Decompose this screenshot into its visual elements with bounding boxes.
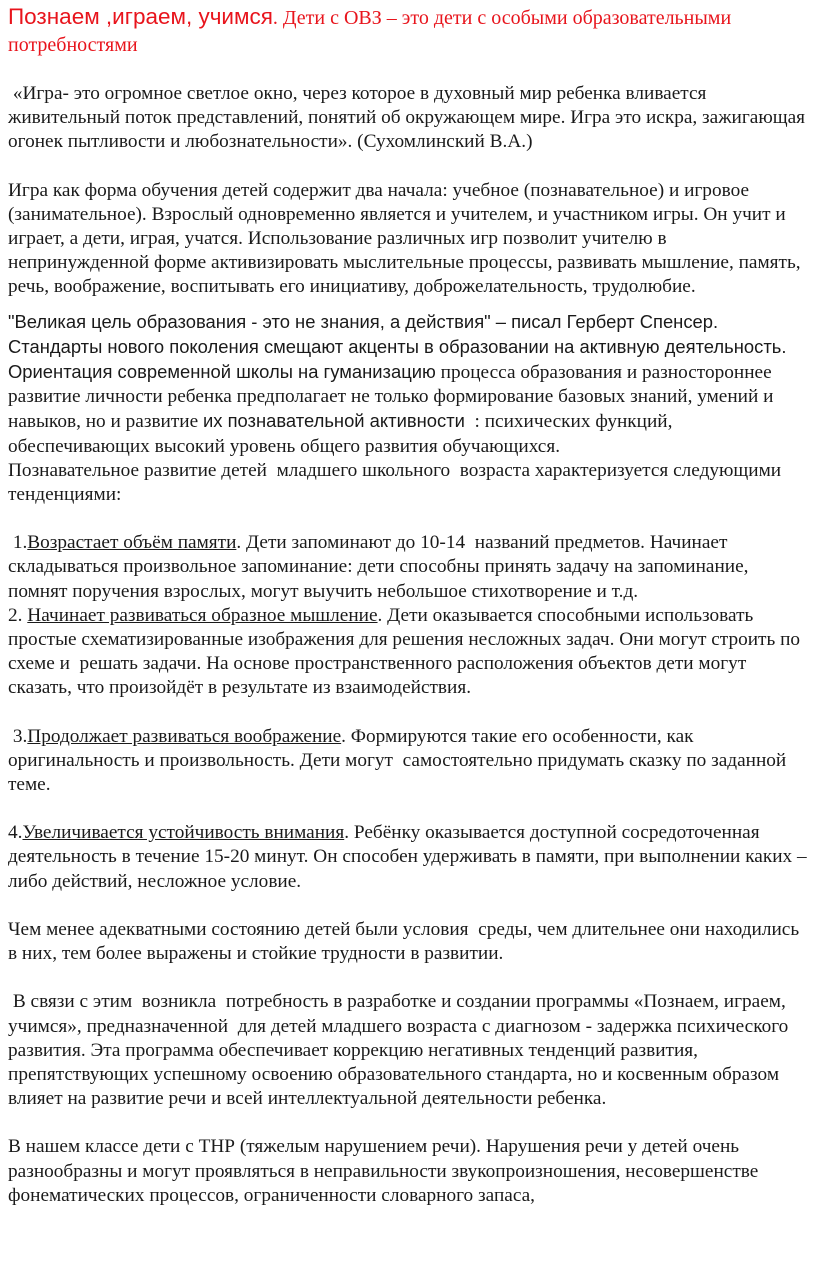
title-subtitle: . Дети с ОВЗ – это дети с особыми образовательными потребностями bbox=[8, 7, 732, 56]
epigraph: «Игра- это огромное светлое окно, через которое в духовный мир ребенка вливается живительный поток представлений, понятий об окружающем мире. Игра это искра, зажигающая огонек пытливости и любознательности». (Сухомлинский В.А.) bbox=[8, 83, 810, 153]
paragraph-education-goal bbox=[8, 310, 808, 459]
list-item-text: . Формируются такие его особенности, как оригинальность и произвольность. Дети могут самостоятельно придумать сказку по заданной теме. bbox=[8, 725, 792, 796]
cognitive-activity-phrase: их познавательной активности bbox=[203, 410, 465, 432]
title-main: Познаем ,играем, учимся bbox=[8, 4, 273, 29]
paragraph-program: В связи с этим возникла потребность в разработке и создании программы «Познаем, играем, учимся», предназначенной для детей младшего возраста с диагнозом - задержка психического развития. Эта программа обеспечивает коррекцию негативных тенденций развития, препятствующих успешному освоению образовательного стандарта, но и косвенным образом влияет на развитие речи и всей интеллектуальной деятельности ребенка. bbox=[8, 991, 794, 1110]
list-item-number: 3. bbox=[8, 725, 28, 747]
list-item bbox=[8, 531, 808, 604]
list-item-heading: Продолжает развиваться воображение bbox=[27, 725, 342, 747]
page-title bbox=[8, 4, 808, 58]
list-item-heading: Возрастает объём памяти bbox=[27, 532, 237, 554]
list-item-number: 4. bbox=[8, 822, 23, 844]
list-item-text: . Ребёнку оказывается доступной сосредоточенная деятельность в течение 15-20 минут. Он способен удерживать в памяти, при выполнении каких – либо действий, несложное условие. bbox=[8, 822, 812, 892]
paragraph-text: : психических функций, обеспечивающих высокий уровень общего развития обучающихся. bbox=[8, 411, 678, 457]
list-item-number: 2. bbox=[8, 604, 28, 626]
list-item-text: . Дети оказывается способными использовать простые схематизированные изображения для решения несложных задач. Они могут строить по схеме и решать задачи. На основе пространственного расположения объектов дети могут сказать, что произойдёт в результате из взаимодействия. bbox=[8, 604, 805, 699]
list-item-number: 1. bbox=[8, 532, 28, 554]
paragraph-tendencies-intro: Познавательное развитие детей младшего школьного возраста характеризуется следующими тенденциями: bbox=[8, 459, 786, 506]
spencer-quote: "Великая цель образования - это не знания, а действия" – писал Герберт Спенсер. Стандарты нового поколения смещают акценты в образовании на активную деятельность. Ориентация современной школы на гуманизацию bbox=[8, 310, 787, 383]
paragraph-text: процесса образования и разностороннее развитие личности ребенка предполагает не только формирование базовых знаний, умений и навыков, но и развитие bbox=[8, 362, 774, 433]
list-item-text: . Дети запоминают до 10-14 названий предметов. Начинает складываться произвольное запоминание: дети способны принять задачу на запоминание, помнят поручения взрослых, могут выучить небольшое стихотворение и т.д. bbox=[8, 532, 754, 602]
paragraph-speech-disorders: В нашем классе дети с ТНР (тяжелым нарушением речи). Нарушения речи у детей очень разнообразны и могут проявляться в неправильности звукопроизношения, несовершенстве фонематических процессов, ограниченности словарного запаса, bbox=[8, 1136, 759, 1206]
list-item bbox=[8, 604, 808, 701]
list-item-heading: Увеличивается устойчивость внимания bbox=[22, 822, 345, 844]
paragraph-conditions: Чем менее адекватными состоянию детей были условия среды, чем длительнее они находились в них, тем более выражены и стойкие трудности в развитии. bbox=[8, 918, 804, 965]
list-item bbox=[8, 821, 812, 894]
paragraph-game-learning: Игра как форма обучения детей содержит два начала: учебное (познавательное) и игровое (занимательное). Взрослый одновременно является и учителем, и участником игры. Он учит и играет, а дети, играя, учатся. Использование различных игр позволит учителю в непринужденной форме активизировать мыслительные процессы, развивать мышление, память, речь, воображение, воспитывать его инициативу, доброжелательность, трудолюбие. bbox=[8, 179, 801, 298]
list-item-heading: Начинает развиваться образное мышление bbox=[27, 604, 378, 626]
list-item bbox=[8, 725, 808, 798]
